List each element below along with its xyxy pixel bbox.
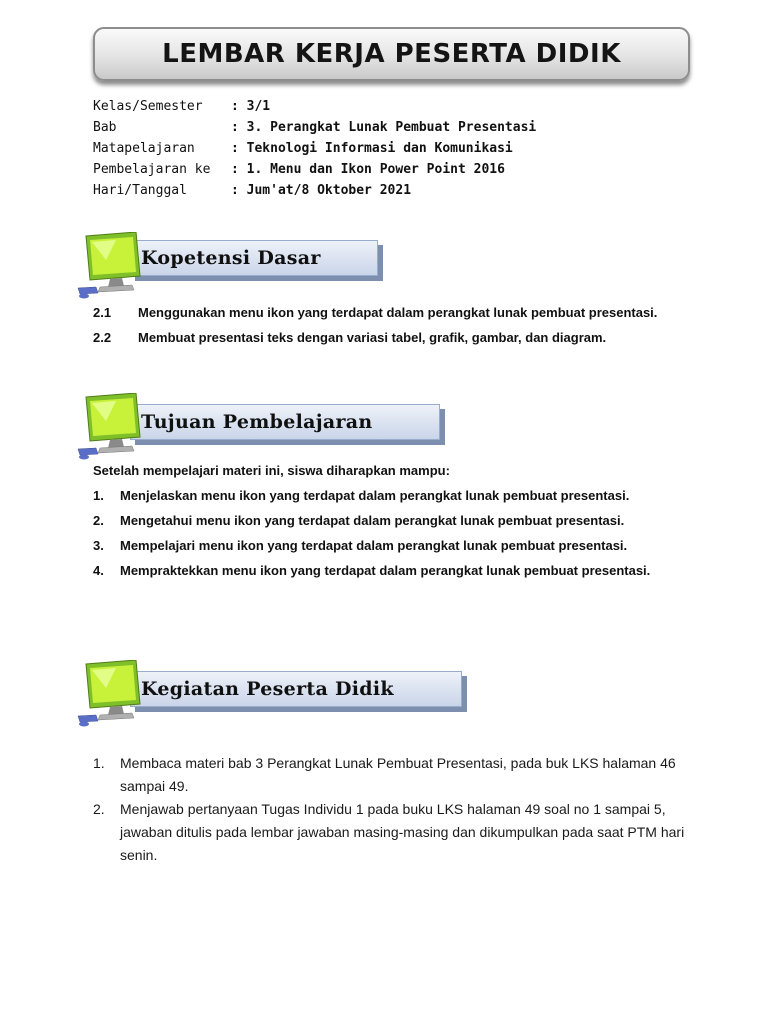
info-row (93, 96, 536, 117)
info-label: Matapelajaran (93, 141, 195, 156)
list-item (93, 305, 683, 321)
info-value: : 1. Menu dan Ikon Power Point 2016 (231, 159, 505, 180)
section-header-bar (130, 404, 440, 440)
list-item-number: 2. (93, 513, 104, 528)
tujuan-intro: Setelah mempelajari materi ini, siswa diharapkan mampu: (93, 463, 450, 478)
title-banner (93, 27, 690, 81)
list-item-text: Mengetahui menu ikon yang terdapat dalam perangkat lunak pembuat presentasi. (120, 513, 625, 528)
list-item-text: Menjelaskan menu ikon yang terdapat dalam perangkat lunak pembuat presentasi. (120, 488, 630, 503)
section-heading: Kopetensi Dasar (141, 247, 321, 269)
section-heading: Tujuan Pembelajaran (141, 411, 373, 433)
list-item-continuation: jawaban ditulis pada lembar jawaban masing-masing dan dikumpulkan pada saat PTM hari senin. (120, 824, 685, 863)
list-item (93, 563, 683, 579)
list-item-text: Membuat presentasi teks dengan variasi tabel, grafik, gambar, dan diagram. (138, 330, 607, 345)
list-item-number: 2.2 (93, 330, 112, 345)
info-block (93, 96, 536, 201)
info-label: Pembelajaran ke (93, 162, 211, 177)
info-row (93, 117, 536, 138)
info-value: : 3. Perangkat Lunak Pembuat Presentasi (231, 117, 536, 138)
info-label: Kelas/Semester (93, 99, 203, 114)
list-item-text: Menggunakan menu ikon yang terdapat dalam perangkat lunak pembuat presentasi. (138, 305, 658, 320)
list-item-text: Mempelajari menu ikon yang terdapat dalam perangkat lunak pembuat presentasi. (120, 538, 628, 553)
kegiatan-list (93, 752, 693, 867)
section-header-bar (130, 671, 462, 707)
list-item-number: 1. (93, 755, 105, 771)
list-item-number: 4. (93, 563, 104, 578)
info-value: : Jum'at/8 Oktober 2021 (231, 180, 411, 201)
list-item (93, 752, 693, 798)
list-item (93, 488, 683, 504)
section-header-tujuan (76, 393, 456, 463)
list-item (93, 538, 683, 554)
section-header-kompetensi (76, 232, 386, 302)
list-item-number: 2. (93, 801, 105, 817)
list-item-number: 2.1 (93, 305, 112, 320)
section-header-bar (130, 240, 378, 276)
section-header-kegiatan (76, 660, 476, 730)
section-heading: Kegiatan Peserta Didik (141, 678, 394, 700)
tujuan-list (93, 488, 683, 588)
list-item-number: 1. (93, 488, 104, 503)
computer-monitor-icon (76, 393, 156, 461)
info-row (93, 159, 536, 180)
list-item-text: Menjawab pertanyaan Tugas Individu 1 pada buku LKS halaman 49 soal no 1 sampai 5, (120, 801, 666, 817)
kompetensi-list (93, 305, 683, 355)
list-item (93, 798, 693, 821)
computer-monitor-icon (76, 232, 156, 300)
info-label: Bab (93, 120, 117, 135)
info-label: Hari/Tanggal (93, 183, 187, 198)
list-item-number: 3. (93, 538, 104, 553)
info-row (93, 138, 536, 159)
info-value: : Teknologi Informasi dan Komunikasi (231, 138, 513, 159)
info-row (93, 180, 536, 201)
list-item-text: Membaca materi bab 3 Perangkat Lunak Pembuat Presentasi, pada buk LKS halaman 46 sampai 49. (120, 755, 676, 794)
page-title: LEMBAR KERJA PESERTA DIDIK (162, 39, 621, 69)
info-value: : 3/1 (231, 96, 270, 117)
computer-monitor-icon (76, 660, 156, 728)
list-item (93, 330, 683, 346)
list-item-text: Mempraktekkan menu ikon yang terdapat dalam perangkat lunak pembuat presentasi. (120, 563, 651, 578)
list-item (93, 513, 683, 529)
